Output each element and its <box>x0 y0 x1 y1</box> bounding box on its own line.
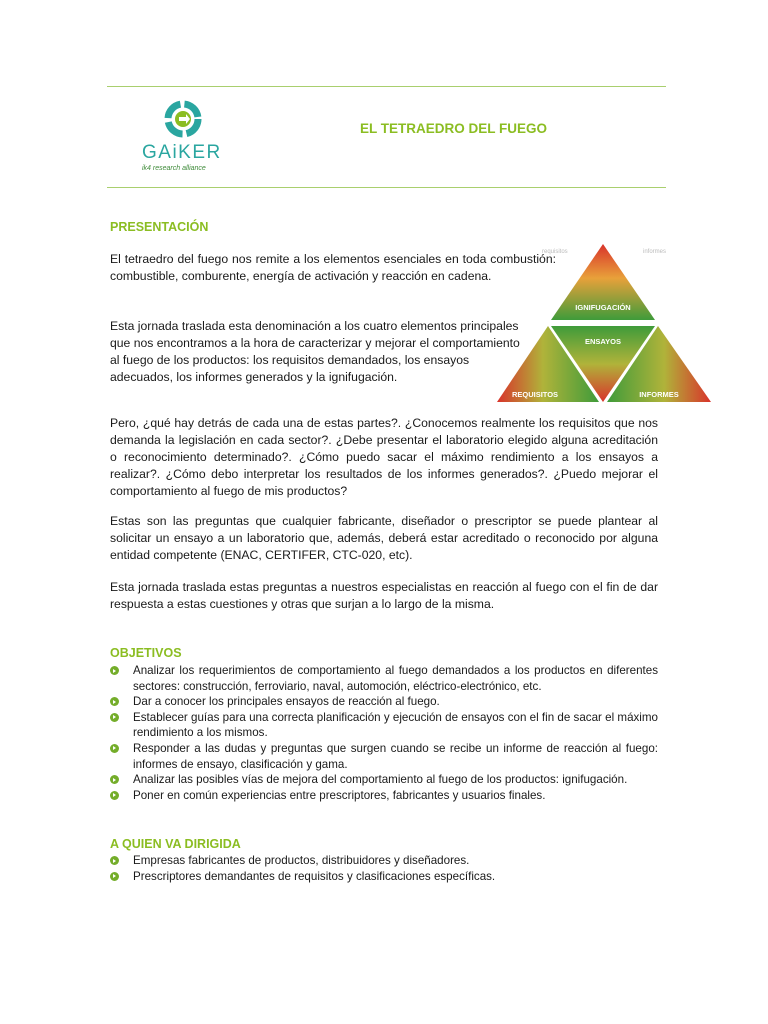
paragraph-4: Estas son las preguntas que cualquier fabricante, diseñador o prescriptor se puede plantear al solicitar un ensayo a un laboratorio que, además, deberá estar acreditado o reconocido por alguna entidad competente (ENAC, CERTIFER, CTC-020, etc). <box>110 514 658 562</box>
list-item: Empresas fabricantes de productos, distribuidores y diseñadores. <box>110 853 658 869</box>
bullet-icon <box>110 791 119 800</box>
bullet-icon <box>110 697 119 706</box>
logo-tagline: ik4 research alliance <box>142 165 206 172</box>
header-bottom-rule <box>107 187 666 188</box>
list-item: Establecer guías para una correcta planificación y ejecución de ensayos con el fin de sacar el máximo rendimiento a los mismos. <box>110 710 658 741</box>
bullet-icon <box>110 713 119 722</box>
bullet-icon <box>110 856 119 865</box>
label-ensayos: ENSAYOS <box>585 337 621 346</box>
paragraph-5: Esta jornada traslada estas preguntas a nuestros especialistas en reacción al fuego con el fin de dar respuesta a estas cuestiones y otras que surjan a lo largo de la misma. <box>110 580 658 611</box>
bullet-icon <box>110 666 119 675</box>
list-item: Responder a las dudas y preguntas que surgen cuando se recibe un informe de reacción al fuego: informes de ensayo, clasificación y gama. <box>110 741 658 772</box>
paragraph-3: Pero, ¿qué hay detrás de cada una de estas partes?. ¿Conocemos realmente los requisitos que nos demanda la legislación en cada sector?. ¿Debe presentar el laboratorio elegido alguna acreditación o reconocimiento determinado?. ¿Cómo puedo sacar el máximo rendimiento a los ensayos a realizar?. ¿Cómo debo interpretar los resultados de los informes generados?. ¿Puedo mejorar el comportamiento al fuego de mis productos? <box>110 416 658 498</box>
label-requisitos: REQUISITOS <box>511 390 559 399</box>
heading-objetivos: OBJETIVOS <box>110 646 182 660</box>
label-ignifugacion: IGNIFUGACIÓN <box>575 303 631 312</box>
bullet-icon <box>110 872 119 881</box>
objetivos-list <box>110 663 658 803</box>
label-informes: INFORMES <box>639 390 679 399</box>
faint-label-informes: informes <box>643 249 667 255</box>
heading-presentacion: PRESENTACIÓN <box>110 220 209 234</box>
list-item: Analizar las posibles vías de mejora del comportamiento al fuego de los productos: ignifugación. <box>110 772 658 788</box>
bullet-icon <box>110 775 119 784</box>
list-item: Poner en común experiencias entre prescriptores, fabricantes y usuarios finales. <box>110 788 658 804</box>
paragraph-1: El tetraedro del fuego nos remite a los elementos esenciales en toda combustión: combustible, comburente, energía de activación y reacción en cadena. <box>110 252 556 283</box>
bullet-icon <box>110 744 119 753</box>
header-top-rule <box>107 86 666 87</box>
document-title: EL TETRAEDRO DEL FUEGO <box>360 121 548 136</box>
list-item: Dar a conocer los principales ensayos de reacción al fuego. <box>110 694 658 710</box>
list-item: Analizar los requerimientos de comportamiento al fuego demandados a los productos en diferentes sectores: construcción, ferroviario, naval, automoción, eléctrico-electrónico, etc. <box>110 663 658 694</box>
list-item: Prescriptores demandantes de requisitos y clasificaciones específicas. <box>110 869 658 885</box>
heading-a-quien-va-dirigida: A QUIEN VA DIRIGIDA <box>110 837 241 851</box>
faint-label-requisitos: requisitos <box>542 249 568 255</box>
logo-wordmark: GAiKER <box>142 142 222 163</box>
fire-tetrahedron-diagram <box>493 238 715 408</box>
dirigida-list <box>110 853 658 884</box>
paragraph-2: Esta jornada traslada esta denominación a los cuatro elementos principales que nos encontramos a la hora de caracterizar y mejorar el comportamiento al fuego de los productos: los requisitos demandados, los ensayos adecuados, los informes generados y la ignifugación. <box>110 319 520 384</box>
